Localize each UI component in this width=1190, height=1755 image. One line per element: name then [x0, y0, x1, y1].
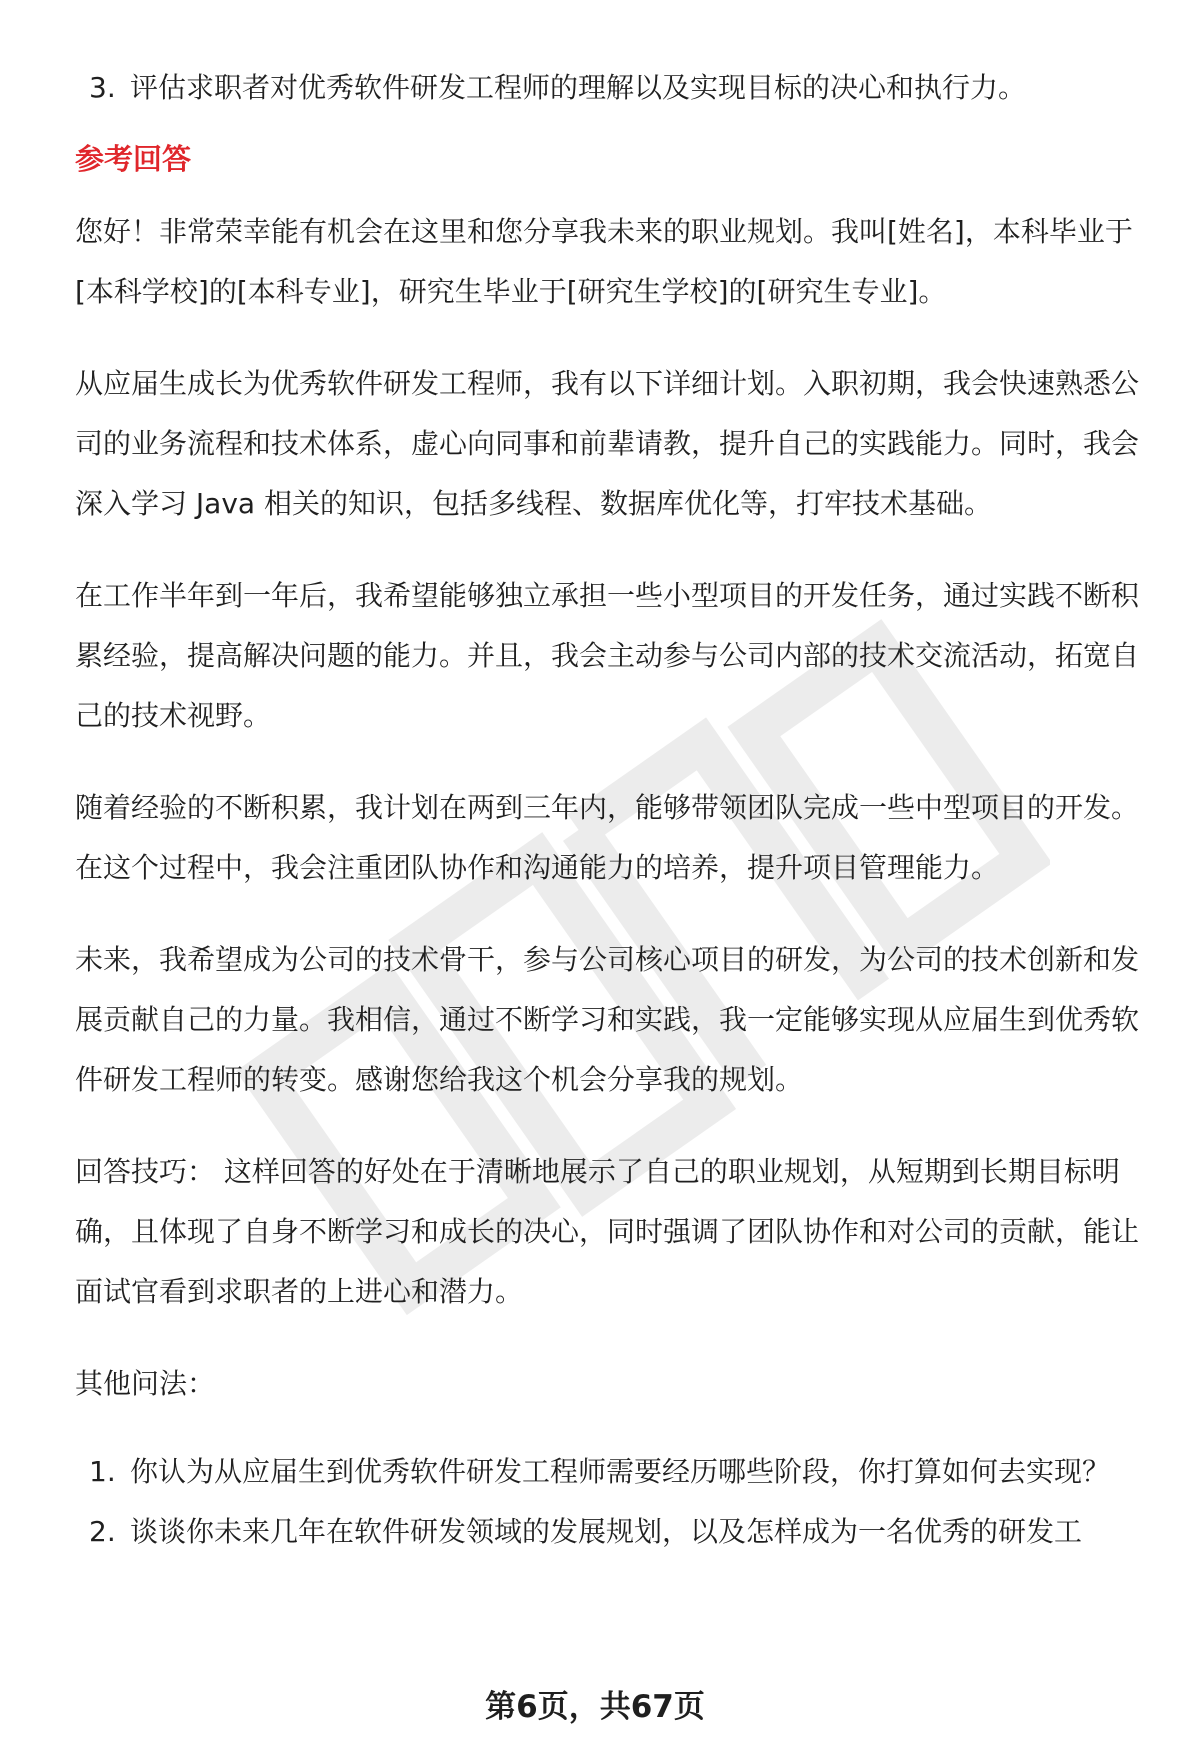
page-footer: 第6页，共67页: [485, 1689, 705, 1725]
paragraph-future: 未来，我希望成为公司的技术骨干，参与公司核心项目的研发，为公司的技术创新和发展贡献自己的力量。我相信，通过不断学习和实践，我一定能够实现从应届生到优秀软件研发工程师的转变。感谢您给我这个机会分享我的规划。: [75, 943, 1140, 1096]
paragraph-intro: 您好！非常荣幸能有机会在这里和您分享我未来的职业规划。我叫[姓名]，本科毕业于[本科学校]的[本科专业]，研究生毕业于[研究生学校]的[研究生专业]。: [75, 215, 1133, 308]
paragraph-three-years: 随着经验的不断积累，我计划在两到三年内，能够带领团队完成一些中型项目的开发。在这个过程中，我会注重团队协作和沟通能力的培养，提升项目管理能力。: [75, 791, 1140, 884]
other-questions-title: 其他问法：: [75, 1367, 216, 1400]
list-item: [75, 1442, 1165, 1502]
list-number: 2.: [89, 1515, 116, 1548]
list-item: [75, 1502, 1165, 1562]
list-text: 谈谈你未来几年在软件研发领域的发展规划，以及怎样成为一名优秀的研发工: [130, 1515, 1083, 1548]
document-content: [75, 58, 1165, 1562]
section-title: 参考回答: [75, 142, 192, 176]
other-questions-list: [75, 1442, 1165, 1562]
list-text: 你认为从应届生到优秀软件研发工程师需要经历哪些阶段，你打算如何去实现？: [130, 1455, 1111, 1488]
list-item-top: [75, 58, 1165, 118]
paragraph-plan: 从应届生成长为优秀软件研发工程师，我有以下详细计划。入职初期，我会快速熟悉公司的业务流程和技术体系，虚心向同事和前辈请教，提升自己的实践能力。同时，我会深入学习 Java 相关的知识，包括多线程、数据库优化等，打牢技术基础。: [75, 367, 1140, 520]
paragraph-tips: 回答技巧： 这样回答的好处在于清晰地展示了自己的职业规划，从短期到长期目标明确，且体现了自身不断学习和成长的决心，同时强调了团队协作和对公司的贡献，能让面试官看到求职者的上进心和潜力。: [75, 1155, 1140, 1308]
paragraph-one-year: 在工作半年到一年后，我希望能够独立承担一些小型项目的开发任务，通过实践不断积累经验，提高解决问题的能力。并且，我会主动参与公司内部的技术交流活动，拓宽自己的技术视野。: [75, 579, 1140, 732]
list-number: 1.: [89, 1455, 116, 1488]
list-text: 评估求职者对优秀软件研发工程师的理解以及实现目标的决心和执行力。: [130, 71, 1027, 104]
list-number: 3.: [89, 71, 116, 104]
